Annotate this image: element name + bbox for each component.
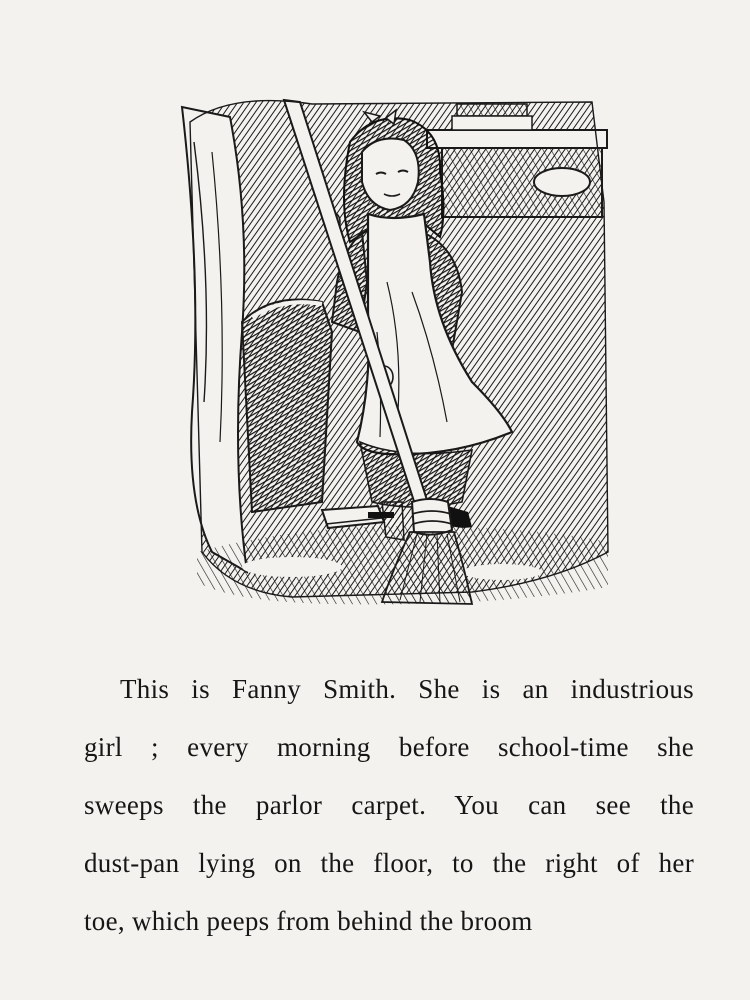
body-line: girl ; every morning before school-time she: [84, 732, 694, 762]
body-line: dust-pan lying on the floor, to the right of her: [84, 848, 694, 878]
engraving-girl-sweeping-icon: [172, 82, 616, 610]
body-line: sweeps the parlor carpet. You can see the: [84, 790, 694, 820]
body-line: toe, which peeps from behind the broom: [84, 906, 533, 936]
body-line: This is Fanny Smith. She is an industrious: [120, 674, 694, 704]
body-paragraph: [84, 660, 694, 950]
